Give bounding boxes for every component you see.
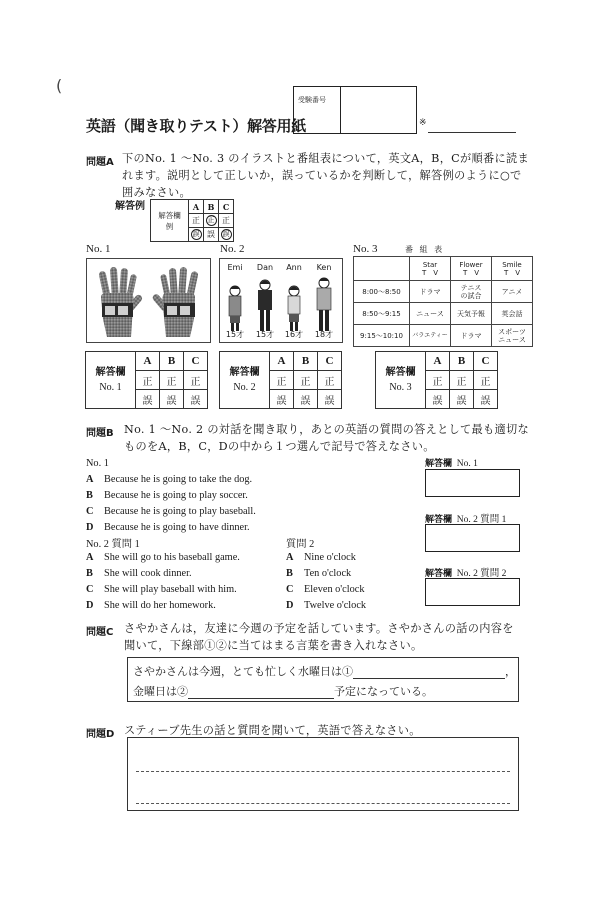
answer-label-text: 解答欄 [385,367,416,378]
option-d [86,520,256,536]
example-false-b [204,228,219,242]
exam-number-field[interactable] [341,87,416,133]
choice-false-b[interactable]: 誤 [160,390,184,409]
choice-true-c[interactable]: 正 [184,371,208,390]
c-line1-prefix: さやかさんは今週，とても忙しく水曜日は① [133,665,353,678]
option-a [86,472,256,488]
answer-label-text: 解答欄 [425,459,453,469]
program-cell: アニメ [492,281,533,303]
option-text: She will go to his baseball game. [104,552,240,563]
program-text: の試合 [460,291,482,300]
option-d [86,598,240,614]
option-key: A [86,474,94,485]
channel-flower-tv: T V [462,268,480,277]
question-c-label: 問題C [86,627,114,638]
choice-false-a[interactable]: 誤 [136,390,160,409]
col-b: B [450,352,474,371]
example-table [150,199,234,242]
option-c [286,582,366,598]
program-cell [451,281,492,303]
program-table [353,256,533,347]
program-table-title: 番 組 表 [405,245,445,254]
choice-true-c[interactable]: 正 [318,371,342,390]
example-col-b: B [204,200,219,214]
example-false-b-text: 誤 [207,230,215,239]
channel-star-name: Star [422,260,438,269]
option-key: C [86,584,94,595]
example-false-c-circled: 誤 [222,230,230,238]
option-text: She will play baseball with him. [104,584,237,595]
col-c: C [318,352,342,371]
answer-label-text: 解答欄 [229,367,260,378]
example-cell-label [151,200,189,242]
answer-table-no1 [85,351,208,409]
page-title: 英語（聞き取りテスト）解答用紙 [86,117,306,135]
option-key: D [86,522,94,533]
c-blank-1[interactable] [353,666,505,679]
answer-number-text: No. 2 [233,382,256,393]
channel-smile-name: Smile [502,260,522,269]
c-line1-suffix: ， [505,665,516,678]
time-slot-2: 8:50～9:15 [354,303,410,325]
option-key: C [286,584,294,595]
option-key: B [86,490,93,501]
choice-true-a[interactable]: 正 [270,371,294,390]
option-text: Twelve o'clock [304,600,367,611]
program-cell: 英会話 [492,303,533,325]
answer-number-text: No. 1 [99,382,122,393]
example-true-c-text: 正 [222,216,230,225]
question-b-line2: ものをA，B，C，Dの中から１つ選んで記号で答えなさい。 [124,440,435,453]
choice-false-c[interactable]: 誤 [184,390,208,409]
option-text: Because he is going to play baseball. [104,506,256,517]
example-true-a [189,214,204,228]
question-d-line1: スティーブ先生の話と質問を聞いて，英語で答えなさい。 [124,724,421,737]
col-a: A [270,352,294,371]
channel-flower-name: Flower [459,260,483,269]
right-glove [151,267,198,337]
channel-flower [451,257,492,281]
b-answer-caption-1 [425,456,478,469]
person-age-dan: 15才 [255,330,275,339]
d-answer-line-1[interactable] [136,771,510,772]
choice-false-c[interactable]: 誤 [474,390,498,409]
col-b: B [294,352,318,371]
question-d-answer-box [127,737,519,811]
option-text: Nine o'clock [304,552,356,563]
c-sentence-line2 [133,683,433,699]
question-a-line1: 下のNo. 1 ～No. 3 のイラストと番組表について，英文A，B，Cが順番に読ま [122,152,529,165]
option-text: Ten o'clock [304,568,352,579]
person-name-ken: Ken [316,263,332,272]
program-cell [492,325,533,347]
program-text: ニュース [498,335,526,344]
option-text: She will do her homework. [104,600,216,611]
option-key: A [286,552,294,563]
person-dan [258,280,272,331]
channel-smile-tv: T V [503,268,521,277]
person-age-ken: 18才 [314,330,334,339]
example-label: 解答例 [115,201,145,212]
question-b-label: 問題B [86,428,114,439]
exam-number-box [293,86,417,134]
person-ken [317,278,331,331]
choice-false-a[interactable]: 誤 [270,390,294,409]
col-a: A [426,352,450,371]
option-c [86,504,256,520]
time-slot-3: 9:15～10:10 [354,325,410,347]
choice-false-b[interactable]: 誤 [294,390,318,409]
option-text: Eleven o'clock [304,584,365,595]
answer-table-no3 [375,351,498,409]
b-no1-label: No. 1 [86,458,109,469]
answer-table-no2-label [220,352,270,409]
no1-label: No. 1 [86,243,111,255]
b-answer-box-no2-q1[interactable] [425,524,520,552]
example-cell-label-1: 解答欄 [158,210,181,220]
b-no2-q1-options [86,550,240,614]
person-name-ann: Ann [286,263,302,272]
example-false-c [219,228,234,242]
option-key: B [86,568,93,579]
b-no1-options [86,472,256,536]
answer-label-text: 解答欄 [425,515,453,525]
option-key: B [286,568,293,579]
answer-caption-text: No. 2 質問 1 [456,515,507,525]
answer-table-no3-label [376,352,426,409]
gloves-icon [87,259,210,342]
person-age-emi: 15才 [225,330,245,339]
option-text: She will cook dinner. [104,568,192,579]
people-illustration [219,258,343,343]
option-key: D [286,600,294,611]
channel-star-tv: T V [421,268,439,277]
time-slot-1: 8:00～8:50 [354,281,410,303]
b-answer-box-no2-q2[interactable] [425,578,520,606]
example-true-a-text: 正 [192,216,200,225]
col-c: C [474,352,498,371]
choice-false-a[interactable]: 誤 [426,390,450,409]
col-a: A [136,352,160,371]
note-underline[interactable] [428,132,516,133]
example-true-c [219,214,234,228]
choice-true-b[interactable]: 正 [294,371,318,390]
program-cell: ニュース [410,303,451,325]
program-text: テニス [460,283,482,292]
person-ann [288,286,300,331]
example-false-a [189,228,204,242]
program-cell: 天気予報 [451,303,492,325]
option-b [286,566,366,582]
answer-table-no1-label [86,352,136,409]
answer-caption-text: No. 2 質問 2 [456,569,507,579]
program-text: スポーツ [498,327,526,336]
program-corner-cell [354,257,410,281]
program-cell: バラエティー [410,325,451,347]
b-answer-box-no1[interactable] [425,469,520,497]
channel-smile [492,257,533,281]
option-a [286,550,366,566]
left-glove [98,267,143,337]
b-no2-q1-label: No. 2 質問 1 [86,539,140,550]
option-key: D [86,600,94,611]
c-sentence-line1 [133,663,516,679]
answer-number-text: No. 3 [389,382,412,393]
question-b-line1: No. 1 ～No. 2 の対話を聞き取り，あとの英語の質問の答えとして最も適切な [124,423,529,436]
answer-caption-text: No. 1 [456,459,478,469]
question-a-label: 問題A [86,157,114,168]
choice-false-c[interactable]: 誤 [318,390,342,409]
d-answer-line-2[interactable] [136,803,510,804]
example-col-a: A [189,200,204,214]
option-text: Because he is going to have dinner. [104,522,250,533]
program-cell: ドラマ [451,325,492,347]
option-text: Because he is going to play soccer. [104,490,248,501]
answer-label-text: 解答欄 [95,367,126,378]
col-b: B [160,352,184,371]
channel-star [410,257,451,281]
question-a-line3: 囲みなさい。 [122,186,191,199]
choice-true-b[interactable]: 正 [450,371,474,390]
example-cell-label-2: 例 [165,221,174,231]
col-c: C [184,352,208,371]
gloves-illustration [86,258,211,343]
question-a-line2: れます。説明として正しいか，誤っているかを判断して，解答例のように○で [122,169,522,182]
exam-number-label: 受験番号 [294,87,341,133]
c-line2-prefix: 金曜日は② [133,685,188,698]
option-key: C [86,506,94,517]
choice-false-b[interactable]: 誤 [450,390,474,409]
choice-true-a[interactable]: 正 [426,371,450,390]
option-d [286,598,366,614]
b-no2-q2-options [286,550,366,614]
person-emi [229,286,241,331]
answer-table-no2 [219,351,342,409]
c-blank-2[interactable] [188,686,334,699]
b-no2-q2-label: 質問 2 [286,539,315,550]
example-col-c: C [219,200,234,214]
option-b [86,488,256,504]
option-text: Because he is going to take the dog. [104,474,253,485]
choice-true-c[interactable]: 正 [474,371,498,390]
program-cell: ドラマ [410,281,451,303]
choice-true-b[interactable]: 正 [160,371,184,390]
question-c-answer-box [127,657,519,702]
answer-label-text: 解答欄 [425,569,453,579]
question-c-line2: 聞いて，下線部①②に当てはまる言葉を書き入れなさい。 [124,639,423,652]
no2-label: No. 2 [220,243,245,255]
question-c-line1: さやかさんは，友達に今週の予定を話しています。さやかさんの話の内容を [124,622,514,635]
option-a [86,550,240,566]
option-key: A [86,552,94,563]
option-c [86,582,240,598]
person-age-ann: 16才 [284,330,304,339]
person-name-emi: Emi [227,263,243,272]
person-name-dan: Dan [256,263,274,272]
example-true-b-circled: 正 [207,216,215,224]
choice-true-a[interactable]: 正 [136,371,160,390]
c-line2-suffix: 予定になっている。 [334,685,433,698]
example-true-b [204,214,219,228]
corner-mark: ( [56,76,63,95]
b-answer-caption-3 [425,565,506,579]
no3-label: No. 3 [353,243,378,255]
example-false-a-circled: 誤 [192,230,200,238]
option-b [86,566,240,582]
b-answer-caption-2 [425,511,506,525]
note-mark: ※ [419,118,427,128]
question-d-label: 問題D [86,729,115,740]
